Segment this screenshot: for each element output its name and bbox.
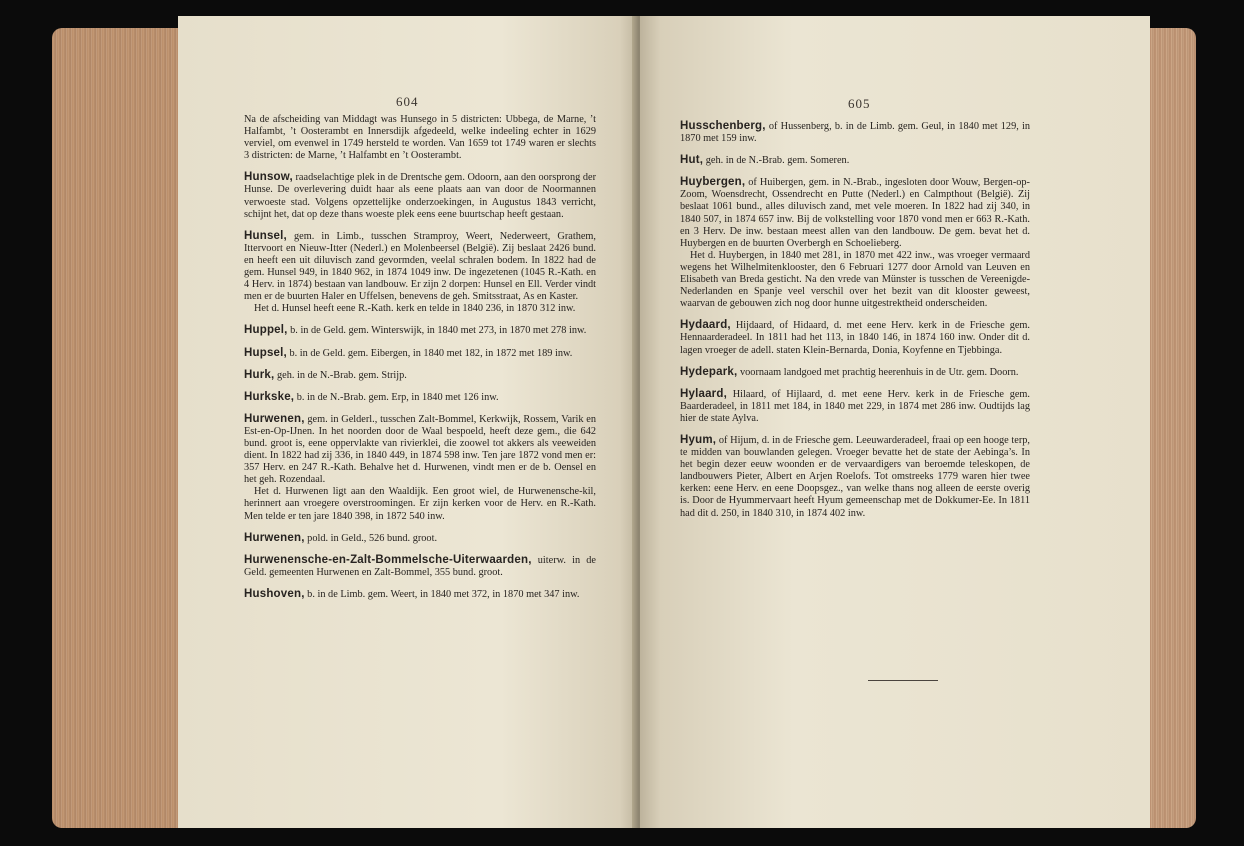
entry-headword: Hurwenen, <box>244 531 305 544</box>
entry-text: of Hussenberg, b. in de Limb. gem. Geul, in 1840 met 129, in 1870 met 159 inw. <box>680 121 1030 145</box>
right-page-text <box>680 120 1030 529</box>
entry-text: of Huibergen, gem. in N.-Brab., ingesloten door Wouw, Bergen-op-Zoom, Woensdrecht, Ossendrecht en Putte (Nederl.) en Calmpthout (België). Zij beslaat 1061 bund., alles diluvisch zand, met vele moeren. In 1822 had zij 340, in 1840 507, in 1874 657 inw. Bij de volkstelling voor 1870 vond men er 663 R.-Kath. en 3 Herv. De inw. bestaan meest allen van den landbouw. De gem. bevat het d. Huybergen en de buurten Overbergh en Schoelieberg. <box>680 177 1030 249</box>
entry-text: of Hijum, d. in de Friesche gem. Leeuwarderadeel, fraai op een hooge terp, te midden van bouwlanden gelegen. Vroeger bevatte het de state der Aebinga’s. In het begin dezer eeuw woonden er de vervaardigers van beroemde teleskopen, de landbouwers Pieter, Albert en Arjen Roelofs. Tot omstreeks 1779 waren hier twee kerken: eene Herv. en eene Doopsgez., van welke thans nog alleen de eerste overig is. Door de Hyummervaart heeft Hyum gemeenschap met de Dokkumer-Ee. In 1811 had dit d. 250, in 1840 310, in 1874 402 inw. <box>680 434 1030 519</box>
left-page-text <box>244 114 596 610</box>
entry-headword: Hurwenen, <box>244 412 305 425</box>
entry-headword: Hunsel, <box>244 229 287 242</box>
dictionary-entry <box>680 154 1030 167</box>
dictionary-entry <box>244 171 596 220</box>
entry-text: b. in de Geld. gem. Eibergen, in 1840 met 182, in 1872 met 189 inw. <box>286 347 573 359</box>
dictionary-entry <box>244 303 596 315</box>
entry-headword: Huybergen, <box>680 176 746 189</box>
dictionary-entry <box>244 554 596 579</box>
page-number-right: 605 <box>848 96 871 111</box>
dictionary-entry <box>244 588 596 601</box>
entry-text: Hijdaard, of Hidaard, d. met eene Herv. kerk in de Friesche gem. Hennaarderadeel. In 1811 had het 113, in 1840 146, in 1874 160 inw. Onder dit d. lagen vroeger de adell. staten Klein-Bernarda, Donia, Koyfenne en Tjebbinga. <box>680 320 1030 356</box>
entry-headword: Hurwenensche-en-Zalt-Bommelsche-Uiterwaarden, <box>244 553 532 566</box>
dictionary-entry <box>680 319 1030 356</box>
entry-headword: Hurkske, <box>244 390 295 403</box>
entry-headword: Hurk, <box>244 368 275 381</box>
entry-headword: Hunsow, <box>244 171 293 184</box>
entry-headword: Hushoven, <box>244 587 305 600</box>
entry-text: uiterw. in de Geld. gemeenten Hurwenen en Zalt-Bommel, 355 bund. groot. <box>244 554 596 578</box>
entry-text: b. in de N.-Brab. gem. Erp, in 1840 met 126 inw. <box>294 391 499 403</box>
entry-headword: Hyum, <box>680 433 717 446</box>
dictionary-entry <box>244 532 596 545</box>
dictionary-entry <box>244 486 596 522</box>
dictionary-entry <box>680 176 1030 250</box>
entry-text: voornaam landgoed met prachtig heerenhuis in de Utr. gem. Doorn. <box>737 366 1019 378</box>
entry-text: geh. in de N.-Brab. gem. Strijp. <box>274 369 407 381</box>
entry-text: b. in de Geld. gem. Winterswijk, in 1840 met 273, in 1870 met 278 inw. <box>287 325 587 337</box>
entry-text: Het d. Huybergen, in 1840 met 281, in 1870 met 422 inw., was vroeger vermaard wegens het Wilhelmitenklooster, den 6 Februari 1277 door Arnold van Leuven en Elisabeth van Breda gesticht. Na den vrede van Münster is tusschen de Vereenigde-Nederlanden en Spanje veel verschil over het bezit van dit klooster geweest, waarvan de gebouwen zich nog door hunne uitgestrektheid onderscheiden. <box>680 249 1030 310</box>
dictionary-entry <box>680 250 1030 310</box>
entry-text: pold. in Geld., 526 bund. groot. <box>304 532 438 544</box>
entry-text: Na de afscheiding van Middagt was Hunsego in 5 districten: Ubbega, de Marne, ’t Halfambt, ’t Oosterambt en Innersdijk afgedeeld, welke indeeling echter in 1629 verviel, om evenwel in 1749 hersteld te worden. Van 1659 tot 1749 waren er slechts 3 districten: de Marne, ’t Halfambt en ’t Oosterambt. <box>244 114 596 162</box>
dictionary-entry <box>244 347 596 360</box>
dictionary-entry <box>244 324 596 337</box>
entry-text: Hilaard, of Hijlaard, d. met eene Herv. kerk in de Friesche gem. Baarderadeel, in 1811 met 184, in 1840 met 229, in 1874 met 286 inw. Oudtijds lag hier de state Aylva. <box>680 388 1030 424</box>
entry-headword: Hylaard, <box>680 387 727 400</box>
page-edges-right <box>1148 28 1196 828</box>
page-edges-left <box>52 28 180 828</box>
entry-headword: Hut, <box>680 154 704 167</box>
dictionary-entry <box>680 366 1030 379</box>
page-number-left: 604 <box>396 94 419 109</box>
entry-text: gem. in Limb., tusschen Stramproy, Weert, Nederweert, Grathem, Ittervoort en Nieuw-Itter (Nederl.) en Molenbeersel (België). Zij beslaat 2426 bund. en heeft een uit diluvisch zand gevormden, veelal schralen bodem. In 1822 had de gem. Hunsel 949, in 1840 962, in 1874 1049 inw. De ingezetenen (1045 R.-Kath. en 4 Herv. in 1874) bestaan van landbouw. Er zijn 2 dorpen: Hunsel en Ell. Verder vindt men er de buurten Haler en Uffelsen, benevens de geh. Smitsstraat, As en Kaster. <box>244 230 596 303</box>
entry-headword: Husschenberg, <box>680 120 766 132</box>
dictionary-entry <box>244 391 596 404</box>
dictionary-entry <box>244 413 596 487</box>
entry-text: Het d. Hurwenen ligt aan den Waaldijk. Een groot wiel, de Hurwenensche-kil, herinnert aan vroegere overstroomingen. Er zijn kerken voor de Herv. en R.-Kath. Men telde er ten jare 1840 398, in 1872 540 inw. <box>244 486 596 522</box>
entry-headword: Hupsel, <box>244 346 287 359</box>
dictionary-entry <box>244 230 596 304</box>
entry-headword: Hydepark, <box>680 365 738 378</box>
dictionary-entry <box>680 120 1030 145</box>
dictionary-entry <box>244 114 596 162</box>
entry-text: geh. in de N.-Brab. gem. Someren. <box>703 155 850 167</box>
entry-text: gem. in Gelderl., tusschen Zalt-Bommel, Kerkwijk, Rossem, Varik en Est-en-Op-IJnen. In het noorden door de Waal bespoeld, heeft deze gem., die 642 bund. groot is, eene oppervlakte van rivierklei, die zoowel tot akkers als veeweiden dient. In 1822 had zij 336, in 1840 449, in 1874 598 inw. Ten jare 1872 vond men er: 357 Herv. en 247 R.-Kath. Behalve het d. Hurwenen, vindt men er de b. Oensel en het geh. Rozendaal. <box>244 413 596 486</box>
dictionary-entry <box>680 388 1030 425</box>
entry-text: raadselachtige plek in de Drentsche gem. Odoorn, aan den oorsprong der Hunse. De overlevering duidt haar als eene plaats aan van door de Noormannen verwoeste stad. Volgens opzettelijke onderzoekingen, in Augustus 1843 verricht, schijnt het, dat op deze thans woeste plek eens eene buurtschap heeft gestaan. <box>244 172 596 220</box>
dictionary-entry <box>244 369 596 382</box>
end-rule <box>868 680 938 681</box>
dictionary-entry <box>680 434 1030 520</box>
left-page <box>178 16 638 828</box>
entry-text: b. in de Limb. gem. Weert, in 1840 met 372, in 1870 met 347 inw. <box>304 588 580 600</box>
entry-headword: Hydaard, <box>680 319 731 332</box>
entry-text: Het d. Hunsel heeft eene R.-Kath. kerk en telde in 1840 236, in 1870 312 inw. <box>254 303 576 315</box>
right-page <box>640 16 1150 828</box>
entry-headword: Huppel, <box>244 324 288 337</box>
